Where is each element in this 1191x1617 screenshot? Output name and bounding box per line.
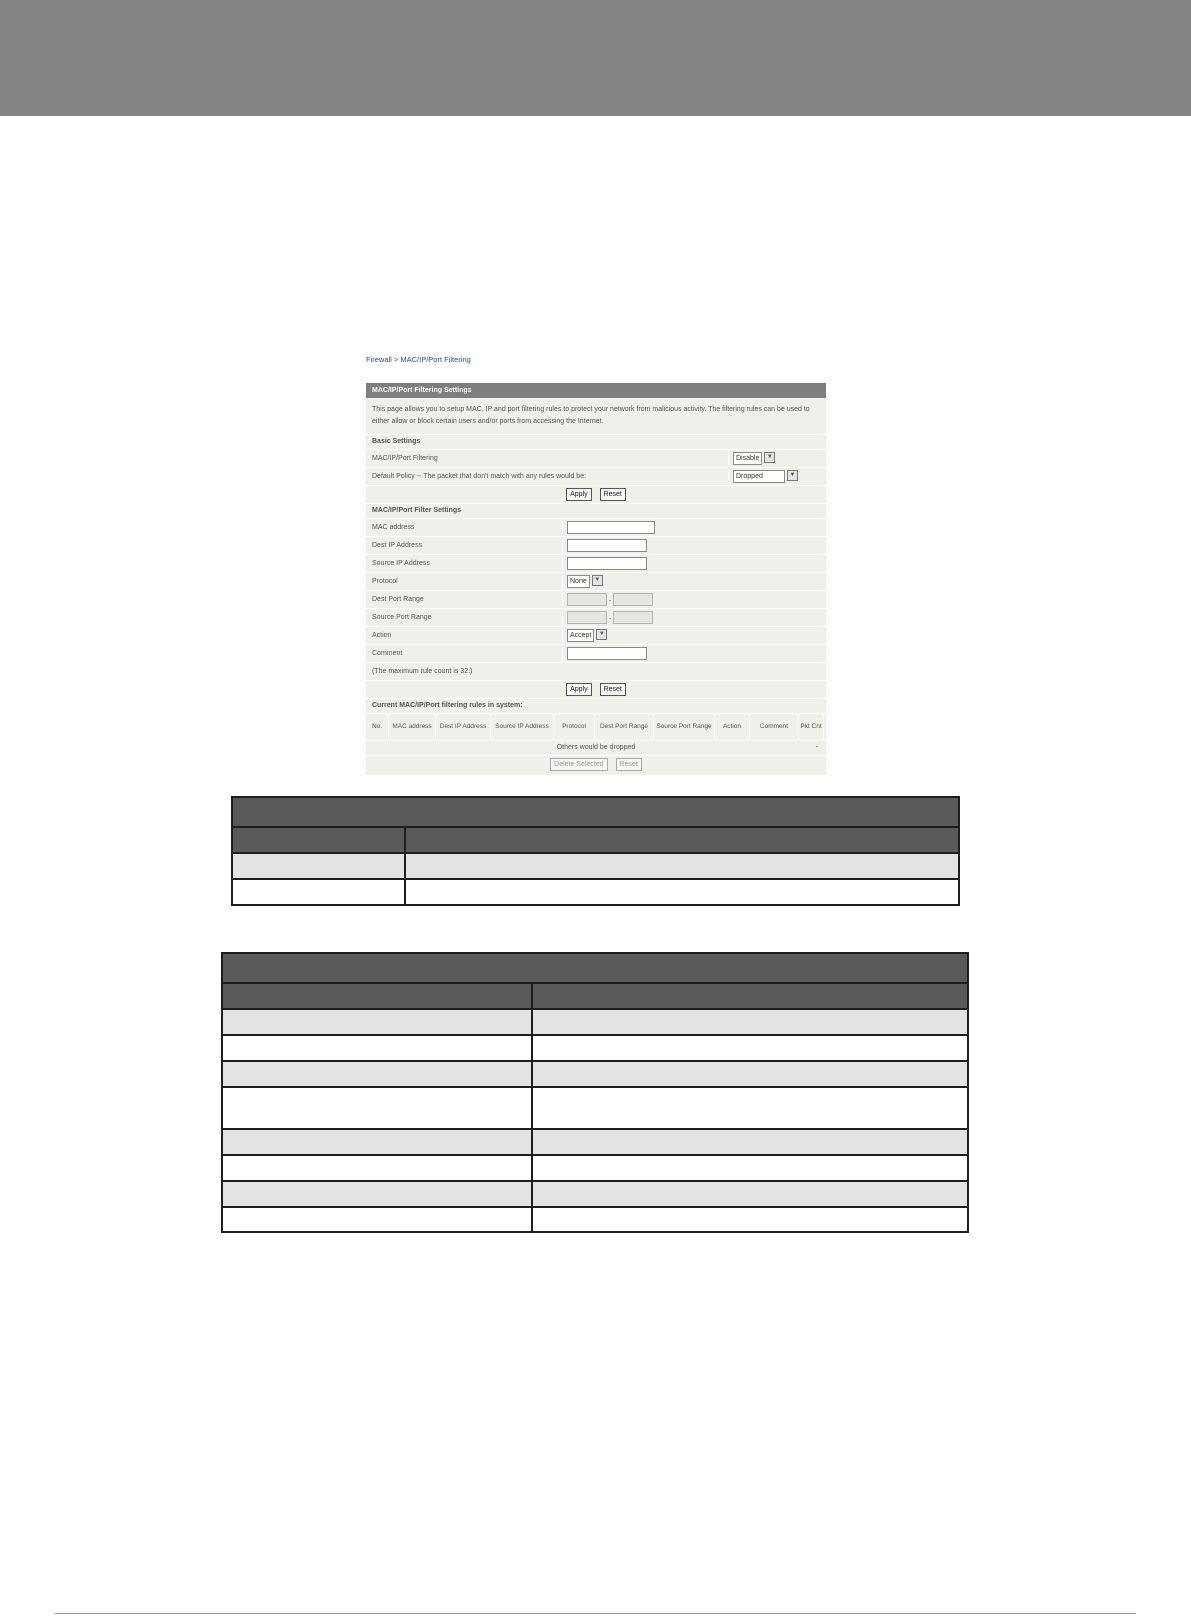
policy-select[interactable] xyxy=(733,470,785,483)
col-source-ip: Source IP Address xyxy=(491,714,554,740)
table-cell xyxy=(533,1010,967,1034)
policy-value-cell xyxy=(728,470,798,483)
basic-apply-button[interactable]: Apply xyxy=(566,488,592,501)
table-cell xyxy=(223,1036,533,1060)
table-2-header-row xyxy=(223,982,967,1008)
others-count: - xyxy=(815,744,818,751)
filtering-label: MAC/IP/Port Filtering xyxy=(372,455,438,462)
chevron-down-icon[interactable]: ▼ xyxy=(592,575,603,586)
filter-apply-button[interactable]: Apply xyxy=(566,683,592,696)
protocol-label: Protocol xyxy=(372,578,398,585)
intro-text: This page allows you to setup MAC, IP and port filtering rules to protect your network from malicious activity. The filtering rules can be used to either allow or block certain users and/or ports from accessing the Internet. xyxy=(372,406,810,425)
table-row xyxy=(223,1180,967,1206)
table-cell xyxy=(533,1036,967,1060)
table-1-header-cell-1 xyxy=(233,828,406,852)
settings-table-2 xyxy=(221,952,969,1233)
basic-reset-button[interactable]: Reset xyxy=(600,488,626,501)
dest-port-to-input[interactable] xyxy=(613,593,653,606)
table-1-header-row xyxy=(233,826,958,852)
col-action: Action xyxy=(715,714,750,740)
table-2-title-row xyxy=(223,954,967,982)
table-row xyxy=(223,1128,967,1154)
max-rule-row xyxy=(366,662,826,680)
protocol-value-cell xyxy=(562,575,603,588)
filtering-value-cell xyxy=(728,452,775,465)
policy-label: Default Policy -- The packet that don't match with any rules would be: xyxy=(372,473,587,480)
table-cell xyxy=(233,880,406,904)
action-select-value: Accept xyxy=(570,632,592,639)
source-ip-input[interactable] xyxy=(567,557,647,570)
others-row xyxy=(366,740,826,755)
source-ip-row xyxy=(366,554,826,572)
table-cell xyxy=(223,1062,533,1086)
table-1-title-cell xyxy=(233,798,958,826)
dest-port-row xyxy=(366,590,826,608)
dest-ip-value-cell xyxy=(562,539,647,552)
table-row xyxy=(223,1034,967,1060)
source-ip-value-cell xyxy=(562,557,647,570)
chevron-down-icon[interactable]: ▼ xyxy=(596,629,607,640)
top-banner xyxy=(0,0,1191,116)
protocol-select-value: None xyxy=(570,578,587,585)
action-select[interactable] xyxy=(567,629,594,642)
filter-settings-heading: MAC/IP/Port Filter Settings xyxy=(366,503,826,518)
router-admin-screenshot xyxy=(366,355,826,775)
source-port-to-input[interactable] xyxy=(613,611,653,624)
table-row xyxy=(233,852,958,878)
filtering-panel xyxy=(366,383,826,775)
table-1-title-row xyxy=(233,798,958,826)
table-cell xyxy=(223,1208,533,1231)
comment-input[interactable] xyxy=(567,647,647,660)
table-cell xyxy=(406,880,958,904)
others-text: Others would be dropped xyxy=(556,744,636,751)
dest-ip-label: Dest IP Address xyxy=(372,542,423,549)
table-row xyxy=(223,1154,967,1180)
table-row xyxy=(223,1086,967,1128)
rules-reset-button[interactable]: Reset xyxy=(616,758,642,771)
table-cell xyxy=(533,1182,967,1206)
filtering-select-value: Disable xyxy=(736,455,760,462)
chevron-down-icon[interactable]: ▼ xyxy=(787,470,798,481)
footer-rule xyxy=(55,1613,1136,1614)
action-row xyxy=(366,626,826,644)
current-rules-heading: Current MAC/IP/Port filtering rules in system: xyxy=(366,698,826,713)
filter-reset-button[interactable]: Reset xyxy=(600,683,626,696)
table-cell xyxy=(533,1088,967,1128)
table-2-title-cell xyxy=(223,954,967,982)
col-mac: MAC address xyxy=(389,714,436,740)
col-comment: Comment xyxy=(750,714,799,740)
rules-buttons-row xyxy=(366,755,826,773)
filter-buttons-row xyxy=(366,680,826,698)
action-value-cell xyxy=(562,629,607,642)
table-cell xyxy=(406,854,958,878)
table-2-header-cell-1 xyxy=(223,984,533,1008)
table-row xyxy=(233,878,958,904)
protocol-row xyxy=(366,572,826,590)
dest-port-label: Dest Port Range xyxy=(372,596,424,603)
col-source-port: Source Port Range xyxy=(654,714,715,740)
basic-buttons-row xyxy=(366,485,826,503)
mac-address-input[interactable] xyxy=(567,521,655,534)
dest-ip-input[interactable] xyxy=(567,539,647,552)
policy-row xyxy=(366,467,826,485)
filtering-select[interactable] xyxy=(733,452,762,465)
table-cell xyxy=(223,1156,533,1180)
chevron-down-icon[interactable]: ▼ xyxy=(764,452,775,463)
col-pkt-cnt: Pkt Cnt xyxy=(799,714,824,740)
rules-table-header xyxy=(366,713,826,740)
delete-selected-button[interactable]: Delete Selected xyxy=(550,758,607,771)
mac-value-cell xyxy=(562,521,655,534)
table-cell xyxy=(533,1062,967,1086)
basic-settings-heading: Basic Settings xyxy=(366,434,826,449)
table-cell xyxy=(533,1208,967,1231)
protocol-select[interactable] xyxy=(567,575,590,588)
table-1-header-cell-2 xyxy=(406,828,958,852)
panel-title: MAC/IP/Port Filtering Settings xyxy=(366,383,826,398)
source-ip-label: Source IP Address xyxy=(372,560,430,567)
table-row xyxy=(223,1060,967,1086)
mac-label: MAC address xyxy=(372,524,415,531)
table-cell xyxy=(533,1156,967,1180)
breadcrumb[interactable]: Firewall > MAC/IP/Port Filtering xyxy=(366,355,471,364)
table-cell xyxy=(233,854,406,878)
col-dest-ip: Dest IP Address xyxy=(436,714,491,740)
mac-row xyxy=(366,518,826,536)
max-rule-note: (The maximum rule count is 32.) xyxy=(372,668,473,675)
policy-select-value: Dropped xyxy=(736,473,763,480)
table-row xyxy=(223,1206,967,1231)
comment-row xyxy=(366,644,826,662)
table-cell xyxy=(223,1130,533,1154)
filtering-row xyxy=(366,449,826,467)
settings-table-1 xyxy=(231,796,960,906)
table-2-header-cell-2 xyxy=(533,984,967,1008)
table-cell xyxy=(223,1088,533,1128)
col-dest-port: Dest Port Range xyxy=(595,714,654,740)
source-port-value-cell: - xyxy=(562,611,653,624)
source-port-label: Source Port Range xyxy=(372,614,432,621)
comment-value-cell xyxy=(562,647,647,660)
dest-port-from-input[interactable] xyxy=(567,593,607,606)
table-cell xyxy=(223,1010,533,1034)
dest-ip-row xyxy=(366,536,826,554)
source-port-from-input[interactable] xyxy=(567,611,607,624)
action-label: Action xyxy=(372,632,392,639)
table-cell xyxy=(533,1130,967,1154)
table-row xyxy=(223,1008,967,1034)
col-protocol: Protocol xyxy=(554,714,595,740)
col-no: No. xyxy=(366,714,389,740)
source-port-row xyxy=(366,608,826,626)
comment-label: Comment xyxy=(372,650,403,657)
table-cell xyxy=(223,1182,533,1206)
dest-port-value-cell: - xyxy=(562,593,653,606)
